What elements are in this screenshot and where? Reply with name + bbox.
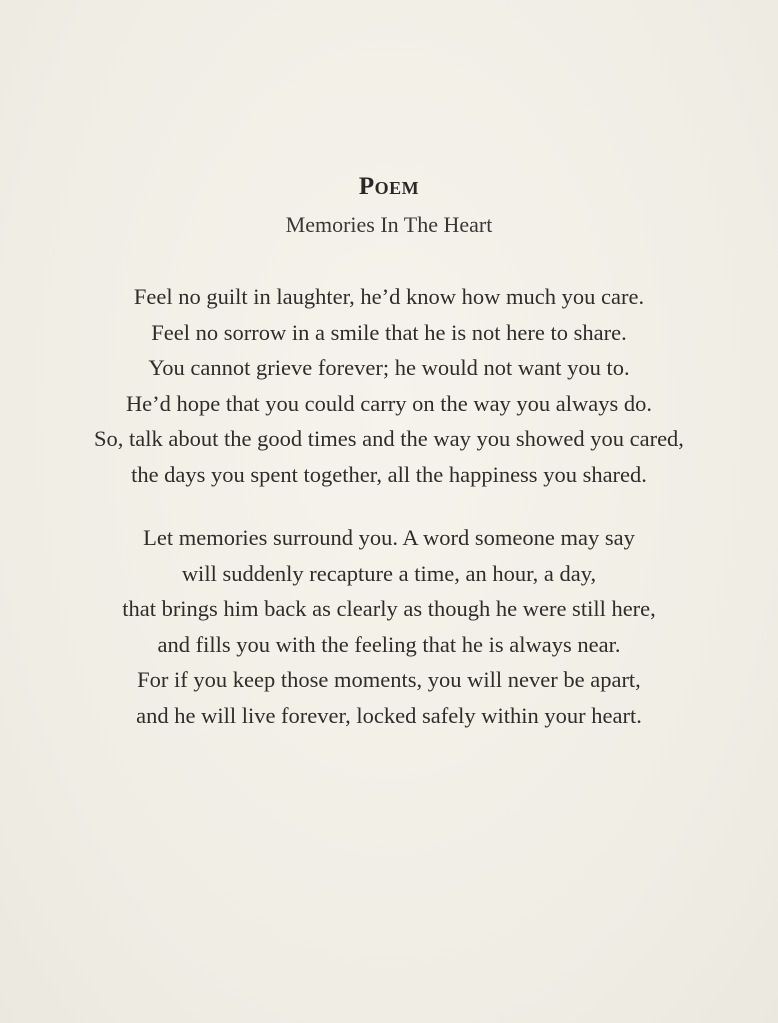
poem-line: and fills you with the feeling that he is always near. [157,631,621,657]
poem-line: Feel no guilt in laughter, he’d know how much you care. [133,284,645,309]
poem-line: For if you keep those moments, you will never be apart, [137,667,641,693]
poem-line: He’d hope that you could carry on the way you always do. [125,390,653,416]
poem-title: Memories In The Heart [285,212,493,237]
poem-line: will suddenly recapture a time, an hour, a day, [181,560,597,586]
poem-line: You cannot grieve forever; he would not want you to. [148,355,630,381]
stanza-2 [0,520,778,734]
poem-line: Feel no sorrow in a smile that he is not here to share. [151,319,627,345]
poem-heading: Poem [358,173,420,200]
poem-line: So, talk about the good times and the way you showed you cared, [94,426,684,452]
poem-line: that brings him back as clearly as though he were still here, [122,596,656,622]
stanza-1 [0,279,778,493]
poem-line: Let memories surround you. A word someone may say [143,525,635,550]
poem-line: the days you spent together, all the happiness you shared. [131,461,647,487]
poem-line: and he will live forever, locked safely within your heart. [136,702,642,728]
